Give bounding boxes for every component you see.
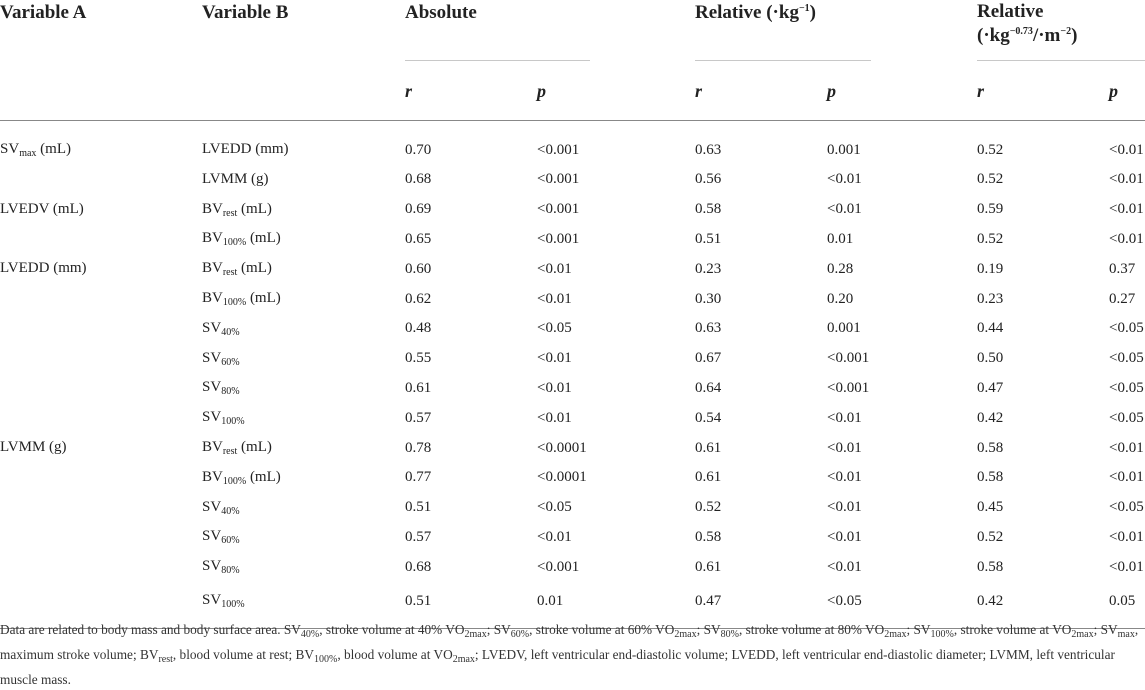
cell-p2: <0.01 bbox=[827, 171, 862, 188]
cell-variable-b: $SV_{100\%}$ bbox=[202, 592, 245, 611]
cell-p2: 0.001 bbox=[827, 141, 861, 158]
cell-variable-a bbox=[0, 374, 202, 404]
table-row bbox=[0, 374, 1145, 404]
cell-r3: 0.50 bbox=[977, 350, 1004, 367]
footnote-fragment: ; SV bbox=[1093, 622, 1118, 637]
footnote-fragment: 2max bbox=[452, 654, 475, 665]
footnote-fragment: ; SV bbox=[486, 622, 511, 637]
header-variable-b: Variable B bbox=[202, 2, 289, 23]
footnote-fragment: 2max bbox=[464, 629, 487, 640]
cell-variable-b: $SV_{40\%}$ bbox=[202, 319, 240, 338]
cell-r1: 0.69 bbox=[405, 201, 432, 218]
cell-p1: <0.001 bbox=[537, 201, 580, 218]
cell-variable-b: LVEDD (mm) bbox=[202, 141, 289, 157]
header-p-relative-kg-m: p bbox=[1109, 80, 1118, 101]
cell-r2: 0.58 bbox=[695, 528, 722, 545]
cell-variable-a bbox=[0, 552, 202, 582]
cell-r2: 0.47 bbox=[695, 592, 722, 609]
cell-r3: 0.42 bbox=[977, 592, 1004, 609]
cell-p2: <0.01 bbox=[827, 499, 862, 516]
cell-r3: 0.45 bbox=[977, 499, 1004, 516]
cell-r3: 0.58 bbox=[977, 469, 1004, 486]
cell-r3: 0.52 bbox=[977, 171, 1004, 188]
cell-r2: 0.58 bbox=[695, 201, 722, 218]
cell-r1: 0.48 bbox=[405, 320, 432, 337]
cell-variable-b: $BV_{100\%}$ (mL) bbox=[202, 468, 281, 487]
footnote-fragment: Data are related to body mass and body surface area. SV bbox=[0, 622, 301, 637]
cell-r3: 0.47 bbox=[977, 379, 1004, 396]
header-absolute: Absolute bbox=[405, 0, 695, 62]
table-row bbox=[0, 552, 1145, 582]
cell-variable-a: LVEDV (mL) bbox=[0, 200, 84, 217]
header-variable-a: Variable A bbox=[0, 2, 87, 23]
footnote-fragment: 40% bbox=[300, 629, 320, 640]
cell-p1: <0.01 bbox=[537, 350, 572, 367]
table-row bbox=[0, 195, 1145, 225]
footnote-fragment: , maximum stroke volume; BV bbox=[0, 622, 1139, 662]
cell-variable-b: $BV_{rest}$ (mL) bbox=[202, 260, 272, 279]
table-row bbox=[0, 344, 1145, 374]
cell-variable-a bbox=[0, 463, 202, 493]
cell-r2: 0.30 bbox=[695, 290, 722, 307]
cell-r3: 0.42 bbox=[977, 409, 1004, 426]
cell-variable-a bbox=[0, 165, 202, 195]
cell-variable-b: $BV_{rest}$ (mL) bbox=[202, 200, 272, 219]
cell-variable-a bbox=[0, 403, 202, 433]
table-row bbox=[0, 433, 1145, 463]
cell-r2: 0.23 bbox=[695, 260, 722, 277]
cell-variable-b: $SV_{60\%}$ bbox=[202, 349, 240, 368]
cell-variable-a: LVEDD (mm) bbox=[0, 260, 87, 277]
cell-p3: <0.05 bbox=[1109, 379, 1144, 396]
cell-r1: 0.70 bbox=[405, 141, 432, 158]
cell-r1: 0.62 bbox=[405, 290, 432, 307]
footnote-fragment: ; LVEDV, left ventricular end-diastolic volume; LVEDD, left ventricular end-diastolic diameter; LVMM, left ventricular muscle mass. bbox=[0, 647, 1115, 687]
cell-variable-a bbox=[0, 284, 202, 314]
cell-r1: 0.60 bbox=[405, 260, 432, 277]
header-r-relative-kg-m: r bbox=[977, 80, 985, 101]
header-row-stats bbox=[0, 62, 1145, 121]
cell-p2: <0.001 bbox=[827, 350, 870, 367]
cell-r2: 0.54 bbox=[695, 409, 722, 426]
cell-variable-b: LVMM (g) bbox=[202, 170, 269, 187]
cell-r1: 0.78 bbox=[405, 439, 432, 456]
cell-variable-b: $SV_{80\%}$ bbox=[202, 558, 240, 577]
cell-p1: <0.05 bbox=[537, 320, 572, 337]
cell-r1: 0.51 bbox=[405, 592, 432, 609]
table-row bbox=[0, 225, 1145, 255]
cell-p2: 0.20 bbox=[827, 290, 854, 307]
cell-r1: 0.68 bbox=[405, 171, 432, 188]
footnote-fragment: , stroke volume at 80% VO bbox=[738, 622, 885, 637]
cell-p1: <0.001 bbox=[537, 558, 580, 575]
cell-p1: <0.01 bbox=[537, 290, 572, 307]
cell-r3: 0.52 bbox=[977, 230, 1004, 247]
cell-p1: <0.0001 bbox=[537, 469, 587, 486]
cell-p1: 0.01 bbox=[537, 592, 564, 609]
table-row bbox=[0, 254, 1145, 284]
cell-p1: <0.001 bbox=[537, 230, 580, 247]
cell-variable-b: $SV_{40\%}$ bbox=[202, 498, 240, 517]
cell-r3: 0.58 bbox=[977, 439, 1004, 456]
cell-p1: <0.05 bbox=[537, 499, 572, 516]
cell-r1: 0.51 bbox=[405, 499, 432, 516]
cell-p3: 0.05 bbox=[1109, 592, 1136, 609]
cell-p3: <0.01 bbox=[1109, 558, 1144, 575]
cell-p1: <0.001 bbox=[537, 141, 580, 158]
header-relative-kg-m: Relative $(\cdot kg^{-0.73}/\cdot m^{-2})$ bbox=[977, 0, 1145, 62]
cell-p3: <0.01 bbox=[1109, 171, 1144, 188]
cell-r2: 0.61 bbox=[695, 439, 722, 456]
footnote-fragment: 60% bbox=[510, 629, 530, 640]
cell-p3: 0.27 bbox=[1109, 290, 1136, 307]
cell-r3: 0.52 bbox=[977, 141, 1004, 158]
cell-p2: <0.01 bbox=[827, 409, 862, 426]
cell-p3: <0.01 bbox=[1109, 469, 1144, 486]
footnote-fragment: , blood volume at VO bbox=[337, 647, 453, 662]
cell-r3: 0.19 bbox=[977, 260, 1004, 277]
cell-variable-a bbox=[0, 344, 202, 374]
header-p-relative-kg: p bbox=[827, 80, 836, 101]
table-row bbox=[0, 121, 1145, 166]
cell-r2: 0.67 bbox=[695, 350, 722, 367]
table-row bbox=[0, 165, 1145, 195]
footnote-fragment: 100% bbox=[313, 654, 338, 665]
cell-variable-a: LVMM (g) bbox=[0, 439, 67, 456]
cell-r3: 0.23 bbox=[977, 290, 1004, 307]
header-r-relative-kg: r bbox=[695, 80, 703, 101]
cell-p2: 0.28 bbox=[827, 260, 854, 277]
cell-r2: 0.51 bbox=[695, 230, 722, 247]
cell-p1: <0.01 bbox=[537, 409, 572, 426]
cell-p3: <0.01 bbox=[1109, 230, 1144, 247]
cell-r2: 0.52 bbox=[695, 499, 722, 516]
footnote-fragment: , blood volume at rest; BV bbox=[172, 647, 314, 662]
cell-variable-b: $BV_{100\%}$ (mL) bbox=[202, 290, 281, 309]
footnote-fragment: , stroke volume at 40% VO bbox=[319, 622, 465, 637]
header-p-absolute: p bbox=[537, 80, 546, 101]
cell-p2: 0.001 bbox=[827, 320, 861, 337]
table-row bbox=[0, 493, 1145, 523]
cell-p2: <0.01 bbox=[827, 558, 862, 575]
cell-r1: 0.61 bbox=[405, 379, 432, 396]
footnote-fragment: , stroke volume at VO bbox=[953, 622, 1072, 637]
cell-r3: 0.44 bbox=[977, 320, 1004, 337]
cell-r3: 0.58 bbox=[977, 558, 1004, 575]
cell-r1: 0.55 bbox=[405, 350, 432, 367]
header-r-absolute: r bbox=[405, 80, 413, 101]
cell-r2: 0.63 bbox=[695, 141, 722, 158]
cell-p3: 0.37 bbox=[1109, 260, 1136, 277]
footnote-fragment: 2max bbox=[674, 629, 697, 640]
table-row bbox=[0, 403, 1145, 433]
table-footnote bbox=[0, 620, 1140, 690]
cell-r1: 0.68 bbox=[405, 558, 432, 575]
cell-variable-a bbox=[0, 314, 202, 344]
table-row bbox=[0, 523, 1145, 553]
cell-r1: 0.57 bbox=[405, 528, 432, 545]
cell-variable-a bbox=[0, 523, 202, 553]
footnote-fragment: max bbox=[1117, 629, 1135, 640]
cell-r3: 0.52 bbox=[977, 528, 1004, 545]
cell-p2: <0.01 bbox=[827, 469, 862, 486]
cell-p1: <0.0001 bbox=[537, 439, 587, 456]
cell-p2: <0.05 bbox=[827, 592, 862, 609]
cell-p1: <0.001 bbox=[537, 171, 580, 188]
footnote-fragment: 80% bbox=[720, 629, 739, 640]
cell-variable-a bbox=[0, 225, 202, 255]
cell-variable-b: $BV_{100\%}$ (mL) bbox=[202, 230, 281, 249]
cell-p1: <0.01 bbox=[537, 379, 572, 396]
footnote-fragment: 2max bbox=[1071, 629, 1094, 640]
cell-r1: 0.57 bbox=[405, 409, 432, 426]
table-body bbox=[0, 121, 1145, 629]
cell-r2: 0.61 bbox=[695, 558, 722, 575]
cell-p3: <0.01 bbox=[1109, 201, 1144, 218]
table-row bbox=[0, 314, 1145, 344]
cell-p3: <0.01 bbox=[1109, 439, 1144, 456]
footnote-fragment: 100% bbox=[930, 629, 954, 640]
header-row-groups bbox=[0, 0, 1145, 62]
cell-variable-b: $SV_{60\%}$ bbox=[202, 528, 240, 547]
cell-variable-b: $BV_{rest}$ (mL) bbox=[202, 439, 272, 458]
cell-p2: <0.01 bbox=[827, 201, 862, 218]
cell-variable-a: $SV_{max}$ (mL) bbox=[0, 141, 71, 159]
cell-p2: <0.001 bbox=[827, 379, 870, 396]
footnote-fragment: 2max bbox=[884, 629, 907, 640]
cell-variable-b: $SV_{100\%}$ bbox=[202, 409, 245, 428]
cell-p2: 0.01 bbox=[827, 230, 854, 247]
cell-r1: 0.77 bbox=[405, 469, 432, 486]
cell-p1: <0.01 bbox=[537, 260, 572, 277]
cell-p3: <0.05 bbox=[1109, 409, 1144, 426]
cell-r2: 0.61 bbox=[695, 469, 722, 486]
footnote-fragment: ; SV bbox=[696, 622, 721, 637]
footnote-fragment: ; SV bbox=[906, 622, 931, 637]
table-row bbox=[0, 284, 1145, 314]
cell-p1: <0.01 bbox=[537, 528, 572, 545]
cell-p3: <0.01 bbox=[1109, 141, 1144, 158]
cell-variable-b: $SV_{80\%}$ bbox=[202, 379, 240, 398]
cell-r3: 0.59 bbox=[977, 201, 1004, 218]
header-relative-kg: Relative $(\cdot kg^{-1})$ bbox=[695, 0, 977, 62]
cell-p3: <0.05 bbox=[1109, 320, 1144, 337]
cell-variable-a bbox=[0, 493, 202, 523]
cell-p3: <0.05 bbox=[1109, 499, 1144, 516]
cell-p3: <0.01 bbox=[1109, 528, 1144, 545]
cell-p2: <0.01 bbox=[827, 439, 862, 456]
footnote-fragment: rest bbox=[158, 654, 173, 665]
footnote-fragment: , stroke volume at 60% VO bbox=[529, 622, 675, 637]
cell-r2: 0.56 bbox=[695, 171, 722, 188]
cell-r2: 0.64 bbox=[695, 379, 722, 396]
cell-r1: 0.65 bbox=[405, 230, 432, 247]
cell-p2: <0.01 bbox=[827, 528, 862, 545]
cell-p3: <0.05 bbox=[1109, 350, 1144, 367]
cell-r2: 0.63 bbox=[695, 320, 722, 337]
table-row bbox=[0, 463, 1145, 493]
